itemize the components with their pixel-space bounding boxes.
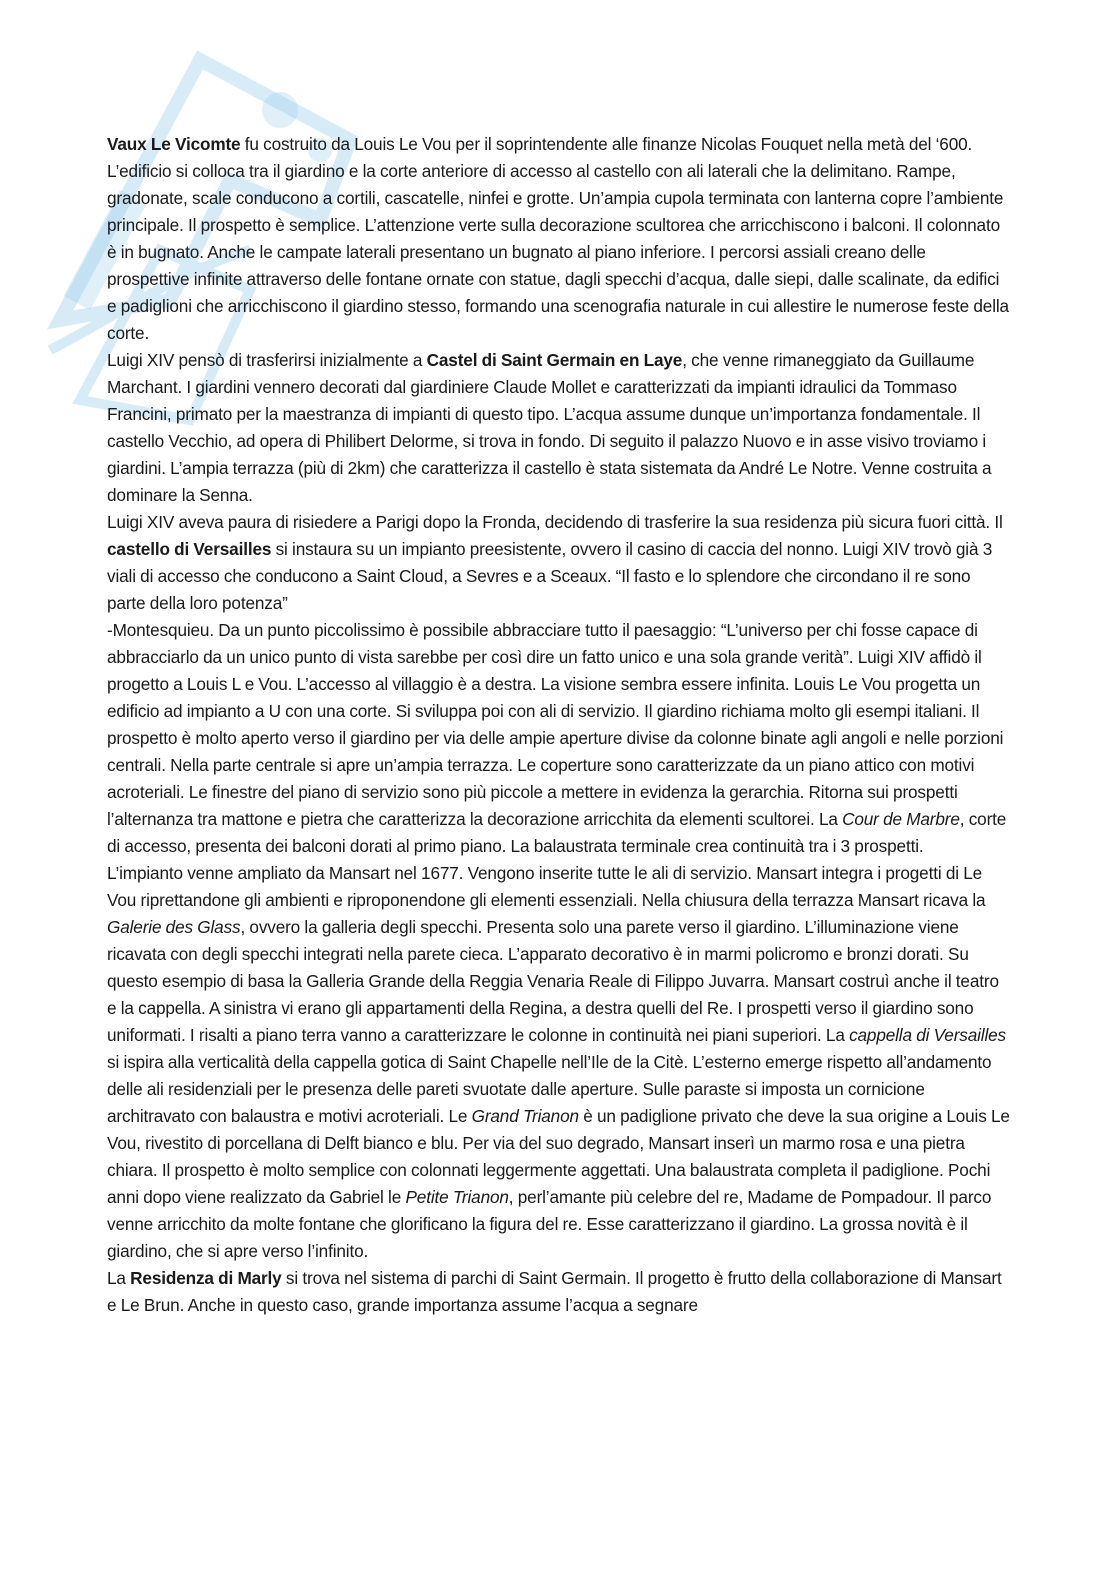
term-galerie-des-glass: Galerie des Glass [107, 917, 241, 937]
heading-vaux-le-vicomte: Vaux Le Vicomte [107, 134, 241, 154]
term-cour-de-marbre: Cour de Marbre [842, 809, 960, 829]
paragraph-versailles: Luigi XIV aveva paura di risiedere a Parigi dopo la Fronda, decidendo di trasferire la sua residenza più sicura fuori città. Il castello di Versailles si instaura su un impianto preesistente, ovvero il casino di caccia del nonno. Luigi XIV trovò già 3 viali di accesso che conducono a Saint Cloud, a Sevres e a Sceaux. “Il fasto e lo splendore che circondano il re sono parte della loro potenza” [107, 512, 1003, 613]
paragraph-mansart: L’impianto venne ampliato da Mansart nel 1677. Vengono inserite tutte le ali di servizio. Mansart integra i progetti di Le Vou riprettandone gli ambienti e riproponendone gli elementi essenziali. Nella chiusura della terrazza Mansart ricava la Galerie des Glass, ovvero la galleria degli specchi. Presenta solo una parete verso il giardino. L’illuminazione viene ricavata con degli specchi integrati nella parete cieca. L’apparato decorativo è in marmi policromo e bronzi dorati. Su questo esempio di basa la Galleria Grande della Reggia Venaria Reale di Filippo Juvarra. Mansart costruì anche il teatro e la cappella. A sinistra vi erano gli appartamenti della Regina, a destra quelli del Re. I prospetti verso il giardino sono uniformati. I risalti a piano terra vanno a caratterizzare le colonne in continuità nei piani superiori. La cappella di Versailles si ispira alla verticalità della cappella gotica di Saint Chapelle nell’Ile de la Citè. L’esterno emerge rispetto all’andamento delle ali residenziali per le presenza delle pareti svuotate dalle aperture. Sulle paraste si imposta un cornicione architravato con balaustra e motivi acroteriali. Le Grand Trianon è un padiglione privato che deve la sua origine a Louis Le Vou, rivestito di porcellana di Delft bianco e blu. Per via del suo degrado, Mansart inserì un marmo rosa e una pietra chiara. Il prospetto è molto semplice con colonnati leggermente aggettati. Una balaustrata completa il padiglione. Pochi anni dopo viene realizzato da Gabriel le Petite Trianon, perl’amante più celebre del re, Madame de Pompadour. Il parco venne arricchito da molte fontane che glorificano la figura del re. Esse caratterizzano il giardino. La grossa novità è il giardino, che si apre verso l’infinito. [107, 863, 1010, 1261]
term-cappella-di-versailles: cappella di Versailles [849, 1025, 1006, 1045]
term-petite-trianon: Petite Trianon [405, 1187, 509, 1207]
term-grand-trianon: Grand Trianon [471, 1106, 579, 1126]
paragraph-montesquieu: -Montesquieu. Da un punto piccolissimo è possibile abbracciare tutto il paesaggio: “L’universo per chi fosse capace di abbracciarlo da un unico punto di vista sarebbe per così dire un fatto unico e una sola grande verità”. Luigi XIV affidò il progetto a Louis L e Vou. L’accesso al villaggio è a destra. La visione sembra essere infinita. Louis Le Vou progetta un edificio ad impianto a U con una corte. Si sviluppa poi con ali di servizio. Il giardino richiama molto gli esempi italiani. Il prospetto è molto aperto verso il giardino per via delle ampie aperture divise da colonne binate agli angoli e nelle porzioni centrali. Nella parte centrale si apre un’ampia terrazza. Le coperture sono caratterizzate da un piano attico con motivi acroteriali. Le finestre del piano di servizio sono più piccole a mettere in evidenza la gerarchia. Ritorna sui prospetti l’alternanza tra mattone e pietra che caratterizza la decorazione arricchita da elementi scultorei. La Cour de Marbre, corte di accesso, presenta dei balconi dorati al primo piano. La balaustrata terminale crea continuità tra i 3 prospetti. [107, 620, 1007, 856]
heading-residenza-di-marly: Residenza di Marly [130, 1268, 282, 1288]
heading-saint-germain: Castel di Saint Germain en Laye [426, 350, 683, 370]
paragraph-marly: La Residenza di Marly si trova nel sistema di parchi di Saint Germain. Il progetto è frutto della collaborazione di Mansart e Le Brun. Anche in questo caso, grande importanza assume l’acqua a segnare [107, 1268, 1002, 1315]
paragraph-saint-germain: Luigi XIV pensò di trasferirsi inizialmente a Castel di Saint Germain en Laye, che venne rimaneggiato da Guillaume Marchant. I giardini vennero decorati dal giardiniere Claude Mollet e caratterizzati da impianti idraulici da Tommaso Francini, primato per la maestranza di impianti di questo tipo. L’acqua assume dunque un’importanza fondamentale. Il castello Vecchio, ad opera di Philibert Delorme, si trova in fondo. Di seguito il palazzo Nuovo e in asse visivo troviamo i giardini. L’ampia terrazza (più di 2km) che caratterizza il castello è stata sistemata da André Le Notre. Venne costruita a dominare la Senna. [107, 350, 992, 505]
document-body [107, 131, 1012, 1319]
paragraph-vaux-le-vicomte: Vaux Le Vicomte fu costruito da Louis Le Vou per il soprintendente alle finanze Nicolas Fouquet nella metà del ‘600. L’edificio si colloca tra il giardino e la corte anteriore di accesso al castello con ali laterali che la delimitano. Rampe, gradonate, scale conducono a cortili, cascatelle, ninfei e grotte. Un’ampia cupola terminata con lanterna copre l’ambiente principale. Il prospetto è semplice. L’attenzione verte sulla decorazione scultorea che arricchiscono i balconi. Il colonnato è in bugnato. Anche le campate laterali presentano un bugnato al piano inferiore. I percorsi assiali creano delle prospettive infinite attraverso delle fontane ornate con statue, dagli specchi d’acqua, dalle siepi, dalle scalinate, da edifici e padiglioni che arricchiscono il giardino stesso, formando una scenografia naturale in cui allestire le numerose feste della corte. [107, 134, 1009, 343]
heading-versailles: castello di Versailles [107, 539, 272, 559]
